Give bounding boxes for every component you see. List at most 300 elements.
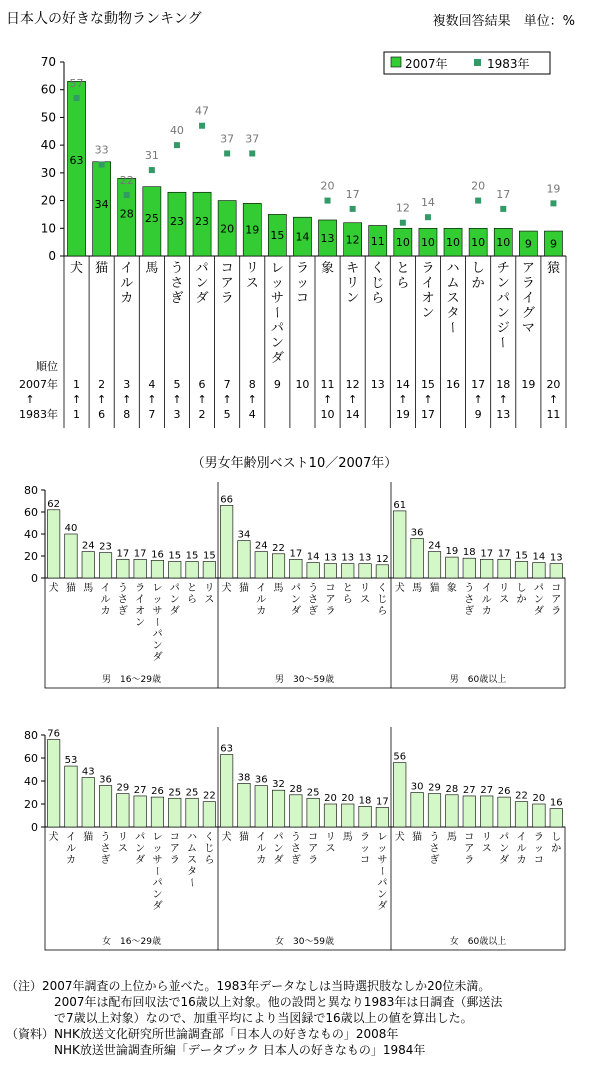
category-label: 象 — [321, 261, 335, 276]
small-category-label: ダ — [499, 855, 510, 866]
small-bar-value: 36 — [410, 527, 424, 539]
small-bar — [203, 802, 215, 827]
small-bar — [498, 559, 511, 578]
category-label: イ — [521, 291, 535, 306]
small-category-label: ら — [377, 606, 388, 617]
small-bar — [220, 505, 232, 578]
small-bar — [393, 763, 406, 827]
small-category-label: リ — [325, 832, 336, 843]
category-label: ア — [220, 276, 234, 291]
small-bar — [307, 798, 319, 827]
small-category-label: ぎ — [464, 606, 475, 617]
small-category-label: ダ — [135, 855, 146, 866]
small-category-label: し — [516, 583, 527, 594]
small-bar — [290, 559, 302, 578]
y-tick-label: 50 — [40, 110, 56, 125]
category-label: タ — [446, 306, 460, 321]
small-bar-value: 53 — [64, 755, 78, 767]
small-category-label: パ — [152, 629, 163, 640]
small-category-label: 馬 — [342, 832, 353, 843]
small-bar-value: 16 — [151, 549, 164, 561]
panel-male-1 — [218, 482, 389, 688]
bar-2007 — [68, 81, 86, 256]
small-bar — [151, 797, 163, 827]
small-bar-value: 32 — [272, 779, 285, 791]
small-bar-value: 56 — [393, 751, 407, 763]
small-bar-value: 29 — [428, 782, 441, 794]
rank-2007: 6 — [198, 378, 206, 391]
rank-arrow: ↑ — [122, 393, 132, 406]
small-category-label: さ — [290, 843, 301, 855]
category-label: ム — [446, 276, 460, 291]
bar-value-label: 13 — [320, 231, 335, 245]
small-category-label: タ — [187, 866, 198, 878]
small-category-label: う — [429, 832, 440, 843]
category-label: ら — [396, 276, 410, 291]
small-bar-value: 14 — [532, 551, 546, 563]
small-category-label: 猫 — [238, 832, 249, 843]
small-bar — [65, 534, 77, 578]
small-category-label: ア — [551, 594, 562, 606]
small-bar-value: 38 — [237, 772, 251, 784]
small-category-label: さ — [308, 594, 319, 606]
small-bar — [169, 562, 181, 579]
small-bar — [82, 778, 94, 827]
small-category-label: ダ — [533, 606, 544, 617]
small-category-label: イ — [256, 583, 267, 594]
bar-value-label: 34 — [94, 198, 109, 212]
point-1983 — [249, 150, 255, 156]
small-bar — [342, 804, 354, 827]
small-category-label: う — [308, 583, 319, 594]
small-category-label: ー — [375, 866, 387, 876]
point-1983 — [550, 200, 556, 206]
small-y-tick-label: 40 — [24, 528, 38, 541]
small-category-label: ル — [516, 843, 527, 855]
small-bar — [446, 795, 459, 827]
rank-arrow: ↑ — [222, 393, 232, 406]
small-category-label: と — [342, 583, 353, 594]
small-y-tick-label: 20 — [24, 550, 38, 563]
small-bar-value: 13 — [324, 552, 337, 564]
small-bar — [463, 558, 476, 578]
small-category-label: う — [100, 832, 111, 843]
point-1983-label: 20 — [471, 179, 486, 193]
rank-2007: 2 — [98, 378, 106, 391]
small-category-label: ア — [169, 843, 180, 855]
rank-1983: 2 — [198, 408, 206, 421]
rank-arrow: ↑ — [71, 393, 82, 406]
small-bar-value: 15 — [168, 550, 182, 562]
small-category-label: 猫 — [238, 583, 249, 594]
rank-arrow-header: ↑ — [25, 393, 35, 406]
rank-1983: 3 — [173, 408, 181, 421]
small-bar-value: 24 — [428, 540, 441, 552]
bar-value-label: 10 — [395, 236, 410, 250]
panel-male-2 — [391, 482, 563, 688]
small-category-label: ル — [481, 594, 492, 606]
rank-2007: 10 — [295, 378, 310, 391]
point-1983-label: 22 — [119, 174, 134, 188]
small-category-label: コ — [169, 832, 180, 843]
small-category-label: イ — [481, 583, 492, 594]
small-bar-value: 12 — [375, 553, 389, 565]
small-category-label: 猫 — [412, 832, 423, 843]
category-label: ダ — [270, 351, 284, 366]
small-category-label: パ — [273, 832, 284, 843]
small-bar-value: 36 — [99, 774, 112, 786]
small-bar — [515, 562, 528, 579]
point-1983-label: 14 — [420, 196, 435, 210]
small-bar — [255, 552, 267, 578]
category-label: く — [371, 261, 385, 276]
category-label: ー — [268, 305, 284, 319]
small-bar — [134, 796, 146, 827]
small-category-label: リ — [117, 832, 128, 843]
point-1983-label: 33 — [94, 143, 109, 157]
small-category-label: さ — [117, 594, 128, 606]
point-1983-label: 37 — [245, 132, 260, 146]
y-tick-label: 20 — [40, 193, 56, 208]
category-label: 犬 — [70, 261, 84, 276]
notes — [6, 978, 502, 1058]
small-category-label: ー — [150, 617, 162, 627]
small-category-label: パ — [290, 583, 301, 594]
panel-female-1 — [218, 727, 389, 950]
small-category-label: レ — [152, 583, 163, 594]
small-bar — [324, 804, 336, 827]
small-bar — [550, 564, 563, 578]
small-category-label: ッ — [152, 843, 163, 855]
small-bar-value: 22 — [272, 542, 285, 554]
small-category-label: リ — [481, 832, 492, 843]
y-tick-label: 0 — [48, 249, 56, 263]
y-tick-label: 40 — [40, 138, 56, 153]
small-bar — [342, 564, 354, 578]
category-label: カ — [120, 291, 134, 306]
point-1983 — [475, 198, 481, 204]
category-label: グ — [521, 306, 535, 321]
small-bar — [169, 798, 181, 827]
small-y-tick-label: 20 — [24, 798, 38, 811]
small-y-tick-label: 60 — [24, 506, 38, 519]
small-bar-value: 18 — [462, 547, 476, 559]
rank-1983: 13 — [496, 408, 511, 421]
point-1983-label: 47 — [195, 104, 210, 118]
small-category-label: じ — [377, 594, 388, 606]
small-category-label: コ — [360, 855, 371, 866]
small-bar — [376, 565, 388, 578]
small-category-label: ラ — [308, 855, 319, 866]
point-1983-label: 12 — [395, 201, 410, 215]
rank-2007: 19 — [521, 378, 536, 391]
small-category-label: コ — [308, 832, 319, 843]
small-bar — [99, 553, 111, 578]
small-bar-value: 34 — [237, 529, 251, 541]
category-label: チ — [496, 261, 510, 276]
category-label: ハ — [446, 261, 460, 276]
rank-arrow: ↑ — [147, 393, 157, 406]
point-1983 — [350, 206, 356, 212]
bar-value-label: 10 — [496, 236, 511, 250]
rank-1983: 8 — [123, 408, 131, 421]
category-label: マ — [521, 321, 535, 336]
small-bar-value: 16 — [549, 797, 563, 809]
point-1983-label: 20 — [320, 179, 335, 193]
point-1983 — [74, 95, 80, 101]
category-label: ス — [446, 291, 460, 306]
small-bar-value: 24 — [254, 540, 268, 552]
small-category-label: 犬 — [394, 583, 405, 594]
rank-arrow: ↑ — [423, 393, 433, 406]
bar-value-label: 15 — [270, 229, 285, 243]
bar-value-label: 23 — [195, 214, 210, 228]
panel-female-0 — [47, 729, 215, 947]
small-bar-value: 14 — [306, 551, 320, 563]
small-category-label: カ — [256, 855, 267, 866]
point-1983-label: 57 — [69, 77, 84, 91]
category-label: リ — [346, 276, 360, 291]
category-label: 猿 — [546, 261, 560, 276]
small-bar-value: 43 — [81, 766, 95, 778]
small-bar-value: 13 — [549, 552, 563, 564]
rank-2007: 11 — [320, 378, 335, 391]
category-label: ア — [521, 261, 535, 276]
category-label: ン — [496, 276, 510, 291]
small-bar — [411, 793, 424, 828]
small-y-tick-label: 80 — [24, 484, 38, 497]
small-category-label: ッ — [377, 843, 388, 855]
panel-group-label: 男 16〜29歳 — [102, 675, 161, 685]
small-category-label: ン — [169, 594, 180, 606]
category-label: ラ — [421, 261, 435, 276]
category-label: ス — [245, 276, 259, 291]
small-bar-value: 17 — [133, 548, 147, 560]
small-category-label: 犬 — [48, 583, 59, 594]
small-category-label: ぎ — [100, 855, 111, 866]
category-label: ら — [371, 291, 385, 306]
small-category-label: パ — [152, 878, 163, 889]
small-bar-value: 15 — [185, 550, 199, 562]
small-category-label: ン — [290, 594, 301, 606]
small-bar-value: 17 — [289, 548, 303, 560]
small-category-label: く — [377, 583, 388, 594]
rank-arrow: ↑ — [197, 393, 207, 406]
point-1983 — [174, 142, 180, 148]
bar-value-label: 63 — [69, 153, 84, 167]
small-category-label: 馬 — [412, 583, 423, 594]
small-category-label: か — [551, 843, 562, 855]
small-category-label: ン — [377, 889, 388, 901]
small-category-label: 馬 — [83, 583, 94, 594]
category-label: ラ — [220, 291, 234, 306]
category-label: ン — [496, 306, 510, 321]
bar-value-label: 19 — [245, 223, 260, 237]
small-category-label: ラ — [464, 855, 475, 866]
small-bar-value: 17 — [480, 548, 494, 560]
category-label: パ — [195, 261, 209, 276]
panel-group-label: 男 60歳以上 — [449, 675, 507, 685]
small-bar — [324, 564, 336, 578]
rank-arrow: ↑ — [348, 393, 358, 406]
small-category-label: ル — [65, 843, 76, 855]
small-category-label: 猫 — [83, 832, 94, 843]
bar-value-label: 25 — [144, 211, 159, 225]
point-1983-label: 19 — [546, 182, 561, 196]
small-category-label: ル — [100, 594, 111, 606]
point-1983-label: 17 — [345, 187, 360, 201]
rank-arrow: ↑ — [548, 393, 559, 406]
small-category-label: ル — [256, 843, 267, 855]
bar-value-label: 14 — [295, 230, 310, 244]
source-line: （資料）NHK放送文化研究所世論調査部「日本人の好きなもの」2008年 — [6, 1027, 399, 1041]
small-bar — [47, 510, 59, 578]
small-category-label: ア — [325, 594, 336, 606]
category-label: ッ — [295, 276, 309, 291]
small-bar — [290, 795, 302, 827]
point-1983 — [224, 150, 230, 156]
small-category-label: ぎ — [429, 855, 440, 866]
bar-value-label: 9 — [524, 237, 532, 251]
small-category-label: ラ — [360, 832, 371, 843]
rank-1983: 4 — [248, 408, 256, 421]
small-bar — [65, 766, 77, 827]
small-category-label: ン — [135, 843, 146, 855]
rank-header: 順位 — [36, 360, 58, 373]
point-1983-label: 17 — [496, 187, 511, 201]
legend-swatch-2007 — [391, 57, 401, 67]
small-bar-value: 36 — [254, 774, 268, 786]
small-bar — [533, 563, 546, 578]
age-gender-charts — [0, 470, 589, 970]
small-category-label: ス — [499, 594, 510, 606]
small-category-label: カ — [481, 606, 492, 617]
small-category-label: ダ — [290, 606, 301, 617]
point-1983 — [500, 206, 506, 212]
small-bar-value: 26 — [497, 786, 511, 798]
rank-1983: 7 — [148, 408, 156, 421]
chart-subtitle: （男女年齢別ベスト10／2007年） — [191, 456, 398, 471]
small-bar-value: 25 — [185, 787, 199, 799]
category-label: レ — [270, 261, 284, 276]
category-label: パ — [270, 321, 284, 336]
small-category-label: リ — [204, 583, 215, 594]
small-bar — [376, 807, 388, 827]
category-label: コ — [295, 291, 309, 306]
category-label: キ — [346, 261, 360, 276]
small-category-label: イ — [516, 832, 527, 843]
rank-2007: 7 — [223, 378, 231, 391]
small-bar-value: 30 — [410, 781, 424, 793]
bar-value-label: 23 — [169, 214, 184, 228]
rank-2007: 13 — [370, 378, 385, 391]
small-y-tick-label: 60 — [24, 752, 38, 765]
panel-female-2 — [391, 727, 563, 950]
small-category-label: カ — [256, 606, 267, 617]
small-category-label: く — [204, 832, 215, 843]
small-category-label: カ — [100, 606, 111, 617]
small-category-label: ア — [464, 843, 475, 855]
small-category-label: 犬 — [394, 832, 405, 843]
small-bar-value: 27 — [133, 784, 147, 796]
small-category-label: ラ — [533, 832, 544, 843]
category-label: パ — [496, 291, 510, 306]
rank-2007: 1 — [73, 378, 81, 391]
rank-arrow: ↑ — [498, 393, 508, 406]
rank-arrow: ↑ — [172, 393, 182, 406]
point-1983-label: 37 — [220, 132, 235, 146]
small-bar-value: 76 — [47, 728, 61, 740]
small-category-label: ダ — [273, 855, 284, 866]
category-label: ー — [444, 320, 460, 334]
category-label: ン — [346, 291, 360, 306]
category-label: さ — [170, 276, 184, 291]
small-bar — [117, 559, 129, 578]
small-category-label: 犬 — [221, 583, 232, 594]
small-category-label: ダ — [152, 652, 163, 663]
category-label: コ — [220, 261, 234, 276]
small-category-label: か — [516, 594, 527, 606]
point-1983 — [325, 198, 331, 204]
small-category-label: う — [117, 583, 128, 594]
note-line: （注）2007年調査の上位から並べた。1983年データなしは当時選択肢なしか20位未満。 — [6, 979, 491, 993]
small-bar — [480, 559, 493, 578]
small-category-label: コ — [533, 855, 544, 866]
small-category-label: ル — [256, 594, 267, 606]
small-category-label: サ — [152, 606, 163, 617]
small-bar — [428, 552, 441, 578]
small-category-label: ン — [273, 843, 284, 855]
small-category-label: ぎ — [308, 606, 319, 617]
small-y-tick-label: 40 — [24, 775, 38, 788]
small-bar-value: 15 — [515, 550, 528, 562]
category-label: イ — [120, 261, 134, 276]
small-category-label: ー — [150, 866, 162, 876]
small-category-label: ッ — [360, 843, 371, 855]
small-category-label: コ — [325, 583, 336, 594]
category-label: サ — [270, 291, 284, 306]
small-category-label: ス — [117, 843, 128, 855]
rank-1983: 6 — [98, 408, 106, 421]
small-category-label: ア — [308, 843, 319, 855]
small-bar-value: 24 — [81, 540, 95, 552]
small-category-label: う — [290, 832, 301, 843]
category-label: リ — [245, 261, 259, 276]
note-line: 2007年は配布回収法で16歳以上対象。他の設問と異なり1983年は日調査（郵送法 — [54, 995, 503, 1009]
note-line: で7歳以上対象）なので、加重平均により当図録で16歳以上の値を算出した。 — [54, 1011, 473, 1025]
small-bar-value: 20 — [341, 793, 355, 804]
panel-group-label: 女 30〜59歳 — [275, 937, 334, 947]
small-bar — [550, 809, 563, 827]
small-bar — [47, 740, 59, 827]
small-y-tick-label: 0 — [31, 572, 38, 585]
rank-1983: 10 — [320, 408, 335, 421]
small-bar — [411, 538, 424, 578]
small-category-label: レ — [377, 832, 388, 843]
small-category-label: ラ — [135, 583, 146, 594]
bar-value-label: 10 — [446, 236, 461, 250]
small-category-label: 猫 — [429, 583, 440, 594]
bar-value-label: 28 — [119, 207, 134, 221]
small-bar — [255, 786, 267, 827]
rank-arrow: ↑ — [97, 393, 107, 406]
rank-2007: 9 — [273, 378, 281, 391]
small-bar-value: 63 — [220, 743, 234, 755]
legend-label-1983: 1983年 — [487, 57, 530, 71]
point-1983 — [400, 220, 406, 226]
small-bar — [480, 796, 493, 827]
small-bar-value: 28 — [445, 783, 459, 795]
